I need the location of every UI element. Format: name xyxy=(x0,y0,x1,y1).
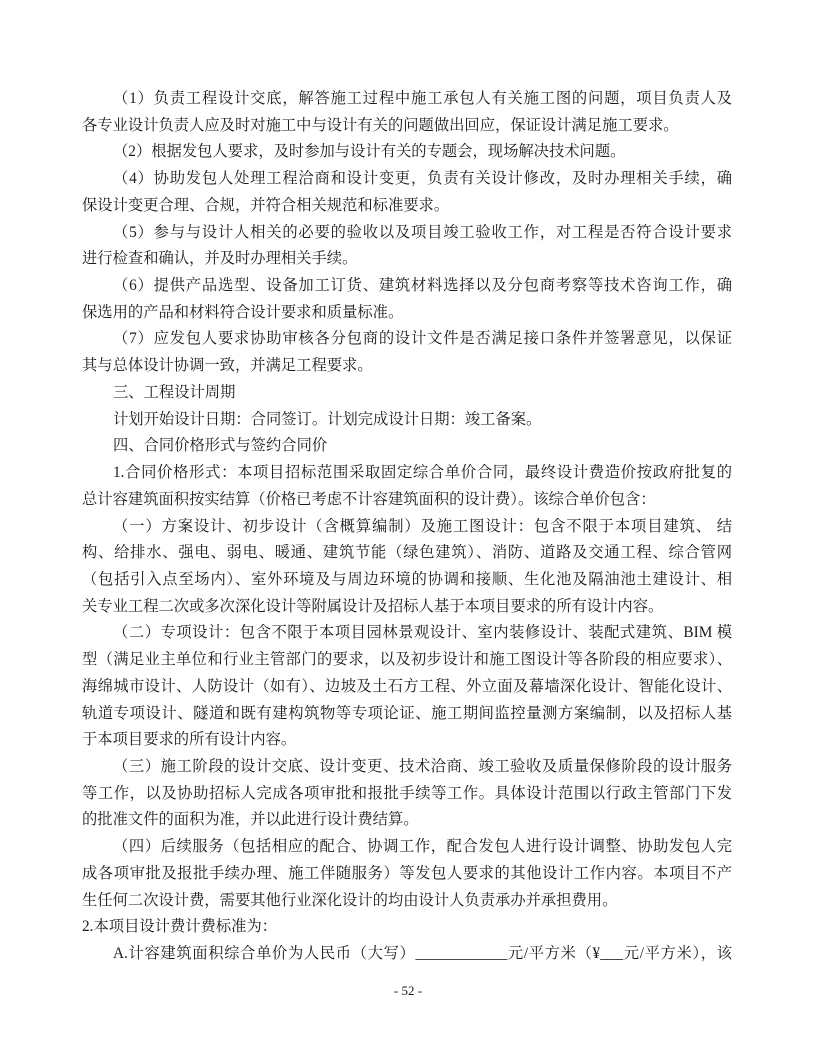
item-5-line-1: （5）参与与设计人相关的必要的验收以及项目竣工验收工作，对工程是否符合设计要求 xyxy=(113,223,732,241)
scope-4-line-1: （四）后续服务（包括相应的配合、协调工作，配合发包人进行设计调整、协助发包人完 xyxy=(113,838,732,856)
scope-1-line-3: （包括引入点至场内）、室外环境及与周边环境的协调和接顺、生化池及隔油池土建设计、相 xyxy=(82,570,732,588)
scope-3-line-2: 等工作，以及协助招标人完成各项审批和报批手续等工作。具体设计范围以行政主管部门下发 xyxy=(82,784,732,802)
unit-price-blank-line: A.计容建筑面积综合单价为人民币（大写）____________元/平方米（¥___元/平方米），该 xyxy=(113,945,732,962)
scope-2-line-2: 型（满足业主单位和行业主管部门的要求，以及初步设计和施工图设计等各阶段的相应要求）、 xyxy=(82,651,732,669)
scope-3-line-1: （三）施工阶段的设计交底、设计变更、技术洽商、竣工验收及质量保修阶段的设计服务 xyxy=(113,757,732,775)
item-6-line-1: （6）提供产品选型、设备加工订货、建筑材料选择以及分包商考察等技术咨询工作，确 xyxy=(113,277,732,295)
item-7-line-1: （7）应发包人要求协助审核各分包商的设计文件是否满足接口条件并签署意见，以保证 xyxy=(113,330,732,348)
item-4-line-1: （4）协助发包人处理工程洽商和设计变更，负责有关设计修改，及时办理相关手续，确 xyxy=(113,170,732,188)
item-1-line-1: （1）负责工程设计交底，解答施工过程中施工承包人有关施工图的问题，项目负责人及 xyxy=(113,90,732,107)
fee-standard-line: 2.本项目设计费计费标准为： xyxy=(82,918,278,936)
section-4-heading: 四、合同价格形式与签约合同价 xyxy=(113,437,328,455)
price-form-line-2: 总计容建筑面积按实结算（价格已考虑不计容建筑面积的设计费）。该综合单价包含： xyxy=(82,490,656,508)
item-5-line-2: 进行检查和确认，并及时办理相关手续。 xyxy=(82,250,358,268)
scope-1-line-4: 关专业工程二次或多次深化设计等附属设计及招标人基于本项目要求的所有设计内容。 xyxy=(82,597,664,615)
item-6-line-2: 保选用的产品和材料符合设计要求和质量标准。 xyxy=(82,303,404,321)
price-form-line-1: 1.合同价格形式：本项目招标范围采取固定综合单价合同，最终设计费造价按政府批复的 xyxy=(113,464,732,482)
scope-2-line-5: 于本项目要求的所有设计内容。 xyxy=(82,731,297,749)
scope-1-line-2: 构、给排水、强电、弱电、暖通、建筑节能（绿色建筑）、消防、道路及交通工程、综合管网 xyxy=(82,544,732,562)
scope-3-line-3: 的批准文件的面积为准，并以此进行设计费结算。 xyxy=(82,811,419,829)
scope-4-line-3: 生任何二次设计费，需要其他行业深化设计的均由设计人负责承办并承担费用。 xyxy=(82,891,618,909)
item-1-line-2: 各专业设计负责人应及时对施工中与设计有关的问题做出回应，保证设计满足施工要求。 xyxy=(82,116,679,134)
item-4-line-2: 保设计变更合理、合规，并符合相关规范和标准要求。 xyxy=(82,196,450,214)
document-lines xyxy=(82,86,732,968)
scope-2-line-1: （二）专项设计：包含不限于本项目园林景观设计、室内装修设计、装配式建筑、BIM 模 xyxy=(113,624,732,642)
page-number: - 52 - xyxy=(393,983,423,998)
design-dates-line: 计划开始设计日期：合同签订。计划完成设计日期：竣工备案。 xyxy=(113,410,542,428)
item-7-line-2: 其与总体设计协调一致，并满足工程要求。 xyxy=(82,357,373,375)
scope-1-line-1: （一）方案设计、初步设计（含概算编制）及施工图设计：包含不限于本项目建筑、 结 xyxy=(113,517,732,535)
scope-2-line-4: 轨道专项设计、隧道和既有建构筑物等专项论证、施工期间监控量测方案编制，以及招标人基 xyxy=(82,704,732,722)
scope-2-line-3: 海绵城市设计、人防设计（如有）、边坡及土石方工程、外立面及幕墙深化设计、智能化设计、 xyxy=(82,677,732,695)
section-3-heading: 三、工程设计周期 xyxy=(113,383,236,401)
scope-4-line-2: 成各项审批及报批手续办理、施工伴随服务）等发包人要求的其他设计工作内容。本项目不产 xyxy=(82,864,732,882)
item-2-line-1: （2）根据发包人要求，及时参加与设计有关的专题会，现场解决技术问题。 xyxy=(113,143,626,161)
